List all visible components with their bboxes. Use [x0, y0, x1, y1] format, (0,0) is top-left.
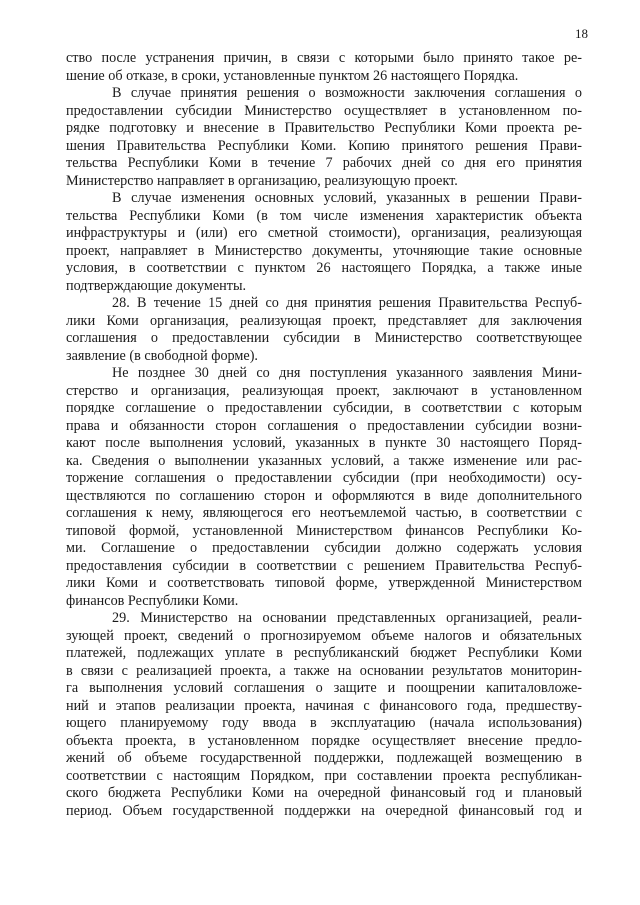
- text-line: ющего планируемому году ввода в эксплуатацию (начала использования): [66, 715, 582, 731]
- text-line: предоставления субсидии в соответствии с решением Правительства Респуб-: [66, 557, 582, 574]
- text-line: га выполнения условий соглашения о защите и поощрении капиталовложе-: [66, 680, 582, 696]
- text-line: объекта проекта, в установленном порядке осуществляет внесение предло-: [66, 732, 582, 749]
- text-line: права и обязанности сторон соглашения о предоставлении субсидии возни-: [66, 417, 582, 434]
- text-line: 28. В течение 15 дней со дня принятия решения Правительства Респуб-: [112, 295, 582, 311]
- text-line: жений об объеме государственной поддержки, подлежащей возмещению в: [66, 750, 582, 766]
- text-line: тельства Республики Коми в течение 7 рабочих дней со дня его принятия: [66, 155, 582, 171]
- paragraph: [66, 365, 582, 610]
- paragraph: [66, 610, 582, 820]
- text-line: предоставлении субсидии Министерство осуществляет в установленном по-: [66, 102, 582, 119]
- text-line: период. Объем государственной поддержки на очередной финансовый год и: [66, 802, 582, 819]
- paragraph: [66, 295, 582, 365]
- text-line: ний и этапов реализации проекта, начиная с финансового года, предшеству-: [66, 697, 582, 714]
- text-line: порядке соглашение о предоставлении субсидии, в соответствии с которым: [66, 400, 582, 416]
- text-line: финансов Республики Коми.: [66, 592, 239, 609]
- text-line: ществляются по соглашению сторон и оформляются в виде дополнительного: [66, 487, 582, 504]
- text-line: лики Коми и соответствовать типовой форме, утвержденной Министерством: [66, 575, 582, 591]
- text-line: платежей, подлежащих уплате в республиканский бюджет Республики Коми: [66, 645, 582, 661]
- text-line: условия, в соответствии с пунктом 26 настоящего Порядка, а также иные: [66, 260, 582, 276]
- page-number: 18: [575, 26, 588, 41]
- text-line: кают после выполнения условий, указанных в пункте 30 настоящего Поряд-: [66, 435, 582, 451]
- text-line: соглашения о предоставлении субсидии в Министерство соответствующее: [66, 330, 582, 346]
- paragraph: [66, 85, 582, 190]
- text-line: соответствии с настоящим Порядком, при составлении проекта республикан-: [66, 767, 582, 784]
- text-line: ского бюджета Республики Коми на очередной финансовый год и плановый: [66, 785, 582, 801]
- text-line: рядке подготовку и внесение в Правительство Республики Коми проекта ре-: [66, 120, 582, 136]
- text-line: торжение соглашения о предоставлении субсидии (при необходимости) осу-: [66, 470, 582, 486]
- text-line: инфраструктуры и (или) его сметной стоимости), организация, реализующая: [66, 225, 582, 241]
- text-line: В случае изменения основных условий, указанных в решении Прави-: [112, 190, 582, 206]
- text-line: соглашения к нему, являющегося его неотъемлемой частью, в соответствии с: [66, 505, 582, 521]
- text-line: Министерство направляет в организацию, реализующую проект.: [66, 172, 458, 189]
- text-line: ство после устранения причин, в связи с которыми было принято такое ре-: [66, 50, 582, 66]
- text-line: ка. Сведения о выполнении указанных условий, а также изменение или рас-: [66, 452, 582, 469]
- text-line: в связи с реализацией проекта, а также на основании результатов мониторин-: [66, 662, 582, 679]
- text-line: Не позднее 30 дней со дня поступления указанного заявления Мини-: [112, 365, 582, 381]
- text-line: типовой формой, установленной Министерством финансов Республики Ко-: [66, 522, 582, 539]
- text-line: шения Правительства Республики Коми. Копию принятого решения Прави-: [66, 137, 582, 154]
- text-line: лики Коми организация, реализующая проект, представляет для заключения: [66, 312, 582, 329]
- paragraph: [66, 190, 582, 295]
- text-line: проект, направляет в Министерство документы, уточняющие такие основные: [66, 242, 582, 259]
- text-line: заявление (в свободной форме).: [66, 347, 258, 364]
- text-line: стерство и организация, реализующая проект, заключают в установленном: [66, 382, 582, 399]
- text-line: зующей проект, сведений о прогнозируемом объеме налогов и обязательных: [66, 627, 582, 644]
- text-line: шение об отказе, в сроки, установленные пунктом 26 настоящего Порядка.: [66, 67, 519, 84]
- text-line: В случае принятия решения о возможности заключения соглашения о: [112, 85, 582, 101]
- text-line: 29. Министерство на основании представленных организацией, реали-: [112, 610, 582, 626]
- text-line: ми. Соглашение о предоставлении субсидии должно содержать условия: [66, 540, 582, 556]
- document-body: [66, 50, 582, 820]
- text-line: подтверждающие документы.: [66, 277, 247, 294]
- text-line: тельства Республики Коми (в том числе изменения характеристик объекта: [66, 207, 582, 224]
- paragraph: [66, 50, 582, 85]
